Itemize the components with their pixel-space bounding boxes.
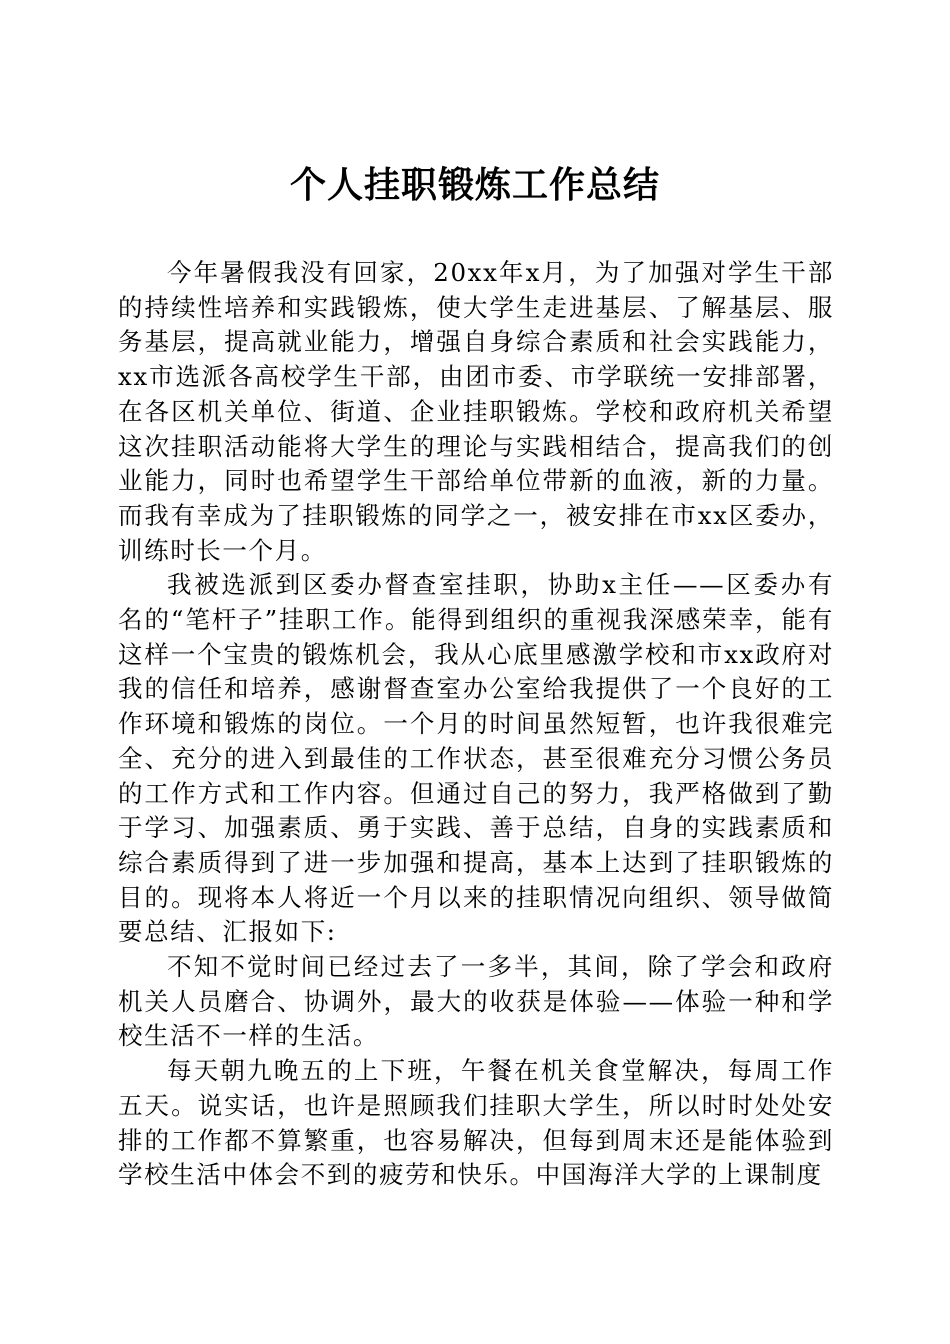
paragraph: 我被选派到区委办督查室挂职，协助x主任——区委办有名的“笔杆子”挂职工作。能得到组织的重视我深感荣幸，能有这样一个宝贵的锻炼机会，我从心底里感激学校和市xx政府对我的信任和培养，感谢督查室办公室给我提供了一个良好的工作环境和锻炼的岗位。一个月的时间虽然短暂，也许我很难完全、充分的进入到最佳的工作状态，甚至很难充分习惯公务员的工作方式和工作内容。但通过自己的努力，我严格做到了勤于学习、加强素质、勇于实践、善于总结，自身的实践素质和综合素质得到了进一步加强和提高，基本上达到了挂职锻炼的目的。现将本人将近一个月以来的挂职情况向组织、领导做简要总结、汇报如下: [118, 570, 834, 947]
paragraph: 不知不觉时间已经过去了一多半，其间，除了学会和政府机关人员磨合、协调外，最大的收获是体验——体验一种和学校生活不一样的生活。 [118, 952, 834, 1051]
document-title: 个人挂职锻炼工作总结 [289, 164, 660, 206]
paragraph: 每天朝九晚五的上下班，午餐在机关食堂解决，每周工作五天。说实话，也许是照顾我们挂职大学生，所以时时处处安排的工作都不算繁重，也容易解决，但每到周末还是能体验到学校生活中体会不到的疲劳和快乐。中国海洋大学的上课制度 [118, 1056, 834, 1190]
document-body [118, 256, 834, 1193]
paragraph: 今年暑假我没有回家，20xx年x月，为了加强对学生干部的持续性培养和实践锻炼，使大学生走进基层、了解基层、服务基层，提高就业能力，增强自身综合素质和社会实践能力，xx市选派各高校学生干部，由团市委、市学联统一安排部署，在各区机关单位、街道、企业挂职锻炼。学校和政府机关希望这次挂职活动能将大学生的理论与实践相结合，提高我们的创业能力，同时也希望学生干部给单位带新的血液，新的力量。而我有幸成为了挂职锻炼的同学之一，被安排在市xx区委办，训练时长一个月。 [118, 258, 834, 565]
